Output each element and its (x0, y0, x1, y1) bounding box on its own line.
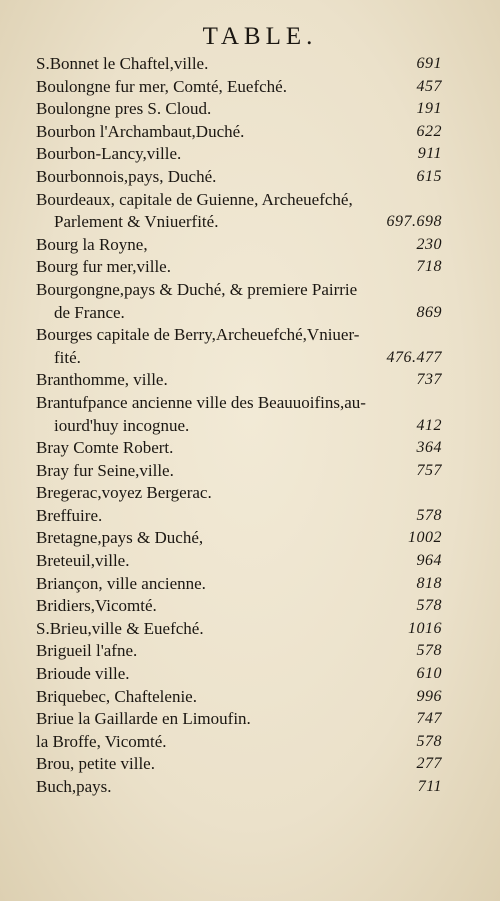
index-entry (32, 595, 442, 618)
index-entry (32, 279, 442, 324)
entry-page-number: 578 (416, 642, 442, 660)
entry-page-number: 757 (416, 461, 442, 479)
index-entry (32, 392, 442, 437)
entry-page-number: 412 (416, 416, 442, 434)
entry-page-number: 578 (416, 732, 442, 750)
index-entry (32, 256, 442, 279)
index-entries (32, 53, 442, 799)
entry-name: Briançon, ville ancienne. (36, 573, 206, 593)
index-entry (32, 460, 442, 483)
entry-page-number: 718 (416, 258, 442, 276)
entry-page-number: 964 (416, 552, 442, 570)
index-entry (32, 369, 442, 392)
entry-page-number: 578 (416, 506, 442, 524)
entry-name: Bridiers,Vicomté. (36, 596, 157, 616)
entry-page-number: 697.698 (386, 213, 442, 231)
entry-name: Boulongne pres S. Cloud. (36, 99, 212, 119)
entry-name: Bourges capitale de Berry,Archeuefché,Vniuer- (36, 325, 360, 345)
entry-name: Brioude ville. (36, 664, 130, 684)
entry-page-number: 476.477 (386, 348, 442, 366)
entry-name: Bray fur Seine,ville. (36, 460, 174, 480)
index-entry (32, 324, 442, 369)
index-entry (32, 573, 442, 596)
index-entry (32, 776, 442, 799)
entry-name: Brigueil l'afne. (36, 641, 138, 661)
index-entry (32, 143, 442, 166)
entry-page-number: 996 (416, 687, 442, 705)
entry-name: Bourbon-Lancy,ville. (36, 144, 182, 164)
entry-page-number: 610 (416, 665, 442, 683)
entry-name: Briue la Gaillarde en Limoufin. (36, 709, 251, 729)
entry-name: S.Brieu,ville & Euefché. (36, 618, 204, 638)
index-entry (32, 618, 442, 641)
index-entry (32, 663, 442, 686)
entry-name: Bourgongne,pays & Duché, & premiere Pairrie (36, 279, 358, 299)
entry-page-number: 615 (416, 167, 442, 185)
index-entry (32, 98, 442, 121)
entry-page-number: 457 (416, 77, 442, 95)
entry-name: Boulongne fur mer, Comté, Euefché. (36, 76, 287, 96)
entry-page-number: 711 (417, 778, 442, 795)
entry-name: Brou, petite ville. (36, 754, 155, 774)
entry-page-number: 691 (416, 55, 442, 72)
entry-page-number: 277 (416, 755, 442, 773)
entry-continuation: de France. (54, 302, 125, 322)
entry-name: Bourbonnois,pays, Duché. (36, 166, 217, 186)
index-entry (32, 527, 442, 550)
entry-page-number: 622 (416, 122, 442, 140)
index-entry (32, 166, 442, 189)
index-entry (32, 189, 442, 234)
index-entry (32, 753, 442, 776)
entry-page-number: 818 (416, 574, 442, 592)
index-entry (32, 505, 442, 528)
entry-name: Breffuire. (36, 505, 103, 525)
entry-page-number: 364 (416, 439, 442, 457)
entry-page-number: 1016 (408, 619, 442, 637)
entry-name: Breteuil,ville. (36, 551, 130, 571)
page-heading: TABLE. (202, 23, 318, 50)
index-entry (32, 731, 442, 754)
entry-page-number: 578 (416, 597, 442, 615)
index-entry (32, 686, 442, 709)
entry-page-number: 1002 (408, 529, 442, 547)
index-entry (32, 437, 442, 460)
entry-page-number: 191 (416, 100, 442, 118)
entry-name: Bourg fur mer,ville. (36, 257, 171, 277)
entry-name: Bourbon l'Archambaut,Duché. (36, 121, 245, 141)
index-entry (32, 708, 442, 731)
index-entry (32, 640, 442, 663)
entry-continuation: fité. (54, 347, 81, 367)
entry-name: Bourdeaux, capitale de Guienne, Archeuefché, (36, 189, 353, 209)
entry-name: S.Bonnet le Chaftel,ville. (36, 54, 209, 73)
entry-page-number: 911 (417, 145, 442, 163)
entry-page-number: 230 (416, 235, 442, 253)
index-entry (32, 76, 442, 99)
entry-continuation: iourd'huy incognue. (54, 415, 190, 435)
entry-name: la Broffe, Vicomté. (36, 731, 167, 751)
entry-name: Branthomme, ville. (36, 370, 168, 390)
entry-name: Bretagne,pays & Duché, (36, 528, 204, 548)
index-entry (32, 121, 442, 144)
entry-page-number: 869 (416, 303, 442, 321)
entry-page-number: 747 (416, 710, 442, 728)
entry-name: Brantufpance ancienne ville des Beauuoifins,au- (36, 392, 366, 412)
entry-name: Bourg la Royne, (36, 234, 148, 254)
entry-name: Bregerac,voyez Bergerac. (36, 483, 212, 503)
entry-name: Briquebec, Chaftelenie. (36, 686, 197, 706)
index-entry (32, 53, 442, 76)
entry-name: Buch,pays. (36, 777, 112, 796)
entry-page-number: 737 (416, 371, 442, 389)
index-entry (32, 550, 442, 573)
index-entry (32, 482, 442, 505)
entry-continuation: Parlement & Vniuerfité. (54, 212, 219, 232)
index-entry (32, 234, 442, 257)
entry-name: Bray Comte Robert. (36, 438, 174, 458)
